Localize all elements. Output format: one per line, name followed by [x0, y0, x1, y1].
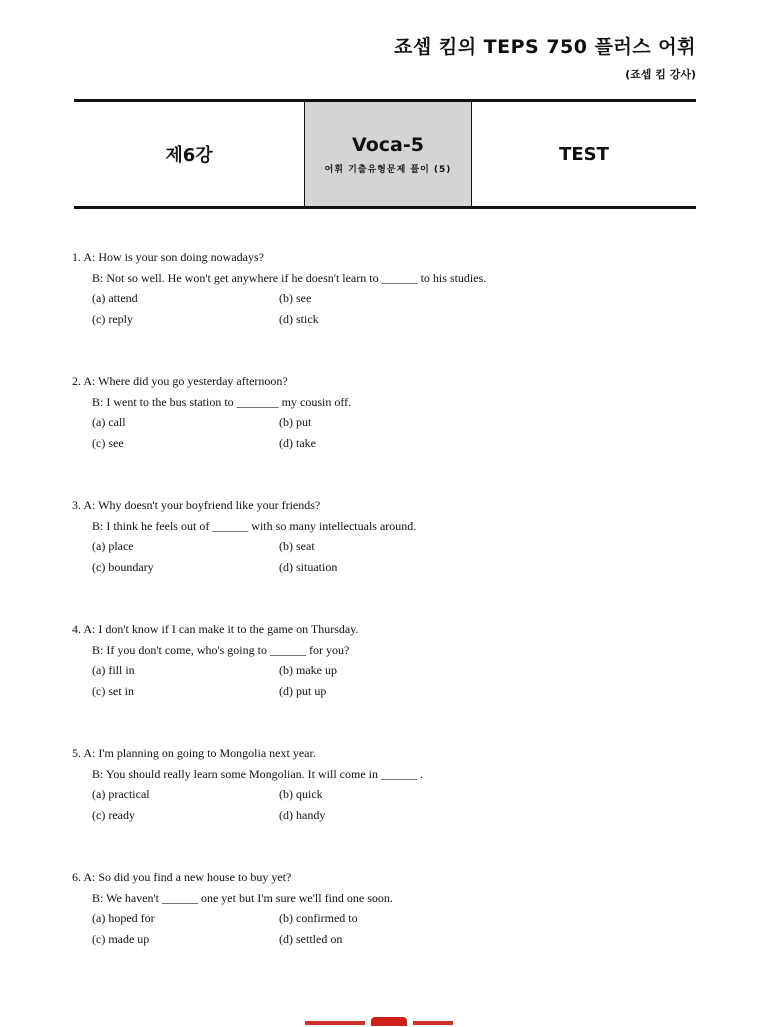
voca-cell [305, 102, 472, 206]
voca-subtitle: 어휘 기출유형문제 풀이 (5) [324, 164, 452, 175]
option-a: (a) hoped for [92, 911, 155, 925]
question-prompt: 2. A: Where did you go yesterday afternoon? [72, 374, 288, 388]
lesson-banner [74, 99, 696, 209]
question-prompt: 3. A: Why doesn't your boyfriend like your friends? [72, 498, 321, 512]
question-prompt: 6. A: So did you find a new house to buy yet? [72, 870, 292, 884]
question-response: B: You should really learn some Mongolian. It will come in ______ . [92, 766, 423, 781]
option-b: (b) seat [279, 539, 315, 553]
test-label: TEST [559, 143, 609, 165]
logo-mark-left [305, 1021, 365, 1025]
answer-options [72, 412, 479, 453]
answer-options [72, 536, 479, 577]
option-a: (a) attend [92, 291, 138, 305]
question-1 [72, 247, 486, 329]
answer-options [72, 288, 486, 329]
option-c: (c) boundary [92, 559, 154, 574]
option-b: (b) make up [279, 663, 337, 677]
question-6 [72, 867, 479, 949]
lesson-number: 제6강 [165, 145, 213, 166]
question-prompt: 4. A: I don't know if I can make it to the game on Thursday. [72, 622, 359, 636]
option-a: (a) fill in [92, 663, 135, 677]
question-prompt: 5. A: I'm planning on going to Mongolia next year. [72, 746, 316, 760]
option-b: (b) put [279, 415, 312, 429]
option-d: (d) take [279, 435, 316, 450]
question-prompt: 1. A: How is your son doing nowadays? [72, 250, 264, 264]
option-c: (c) ready [92, 807, 135, 822]
question-response: B: If you don't come, who's going to ______ for you? [92, 642, 350, 657]
answer-options [72, 784, 479, 825]
question-response: B: Not so well. He won't get anywhere if he doesn't learn to ______ to his studies. [92, 270, 487, 285]
option-a: (a) practical [92, 787, 150, 801]
question-3 [72, 495, 479, 577]
document-title: 죠셉 킴의 TEPS 750 플러스 어휘 [394, 36, 696, 58]
option-b: (b) confirmed to [279, 911, 358, 925]
option-b: (b) quick [279, 787, 323, 801]
test-label-cell [472, 102, 696, 206]
question-response: B: We haven't ______ one yet but I'm sure we'll find one soon. [92, 890, 393, 905]
option-b: (b) see [279, 291, 312, 305]
voca-title: Voca-5 [352, 133, 424, 156]
option-d: (d) situation [279, 559, 338, 574]
option-c: (c) see [92, 435, 124, 450]
option-d: (d) handy [279, 807, 326, 822]
question-response: B: I think he feels out of ______ with so many intellectuals around. [92, 518, 417, 533]
question-2 [72, 371, 479, 453]
answer-options [72, 908, 479, 949]
question-5 [72, 743, 479, 825]
instructor-subtitle: (죠셉 킴 강사) [625, 68, 696, 81]
footer-logo [305, 1017, 465, 1027]
option-c: (c) made up [92, 931, 150, 946]
option-a: (a) call [92, 415, 126, 429]
option-d: (d) put up [279, 683, 327, 698]
answer-options [72, 660, 479, 701]
question-4 [72, 619, 479, 701]
option-d: (d) settled on [279, 931, 343, 946]
question-response: B: I went to the bus station to _______ my cousin off. [92, 394, 352, 409]
option-d: (d) stick [279, 311, 319, 326]
option-c: (c) reply [92, 311, 133, 326]
logo-mark-center [371, 1017, 407, 1026]
option-c: (c) set in [92, 683, 134, 698]
logo-mark-right [413, 1021, 453, 1025]
option-a: (a) place [92, 539, 134, 553]
lesson-number-cell [74, 102, 305, 206]
